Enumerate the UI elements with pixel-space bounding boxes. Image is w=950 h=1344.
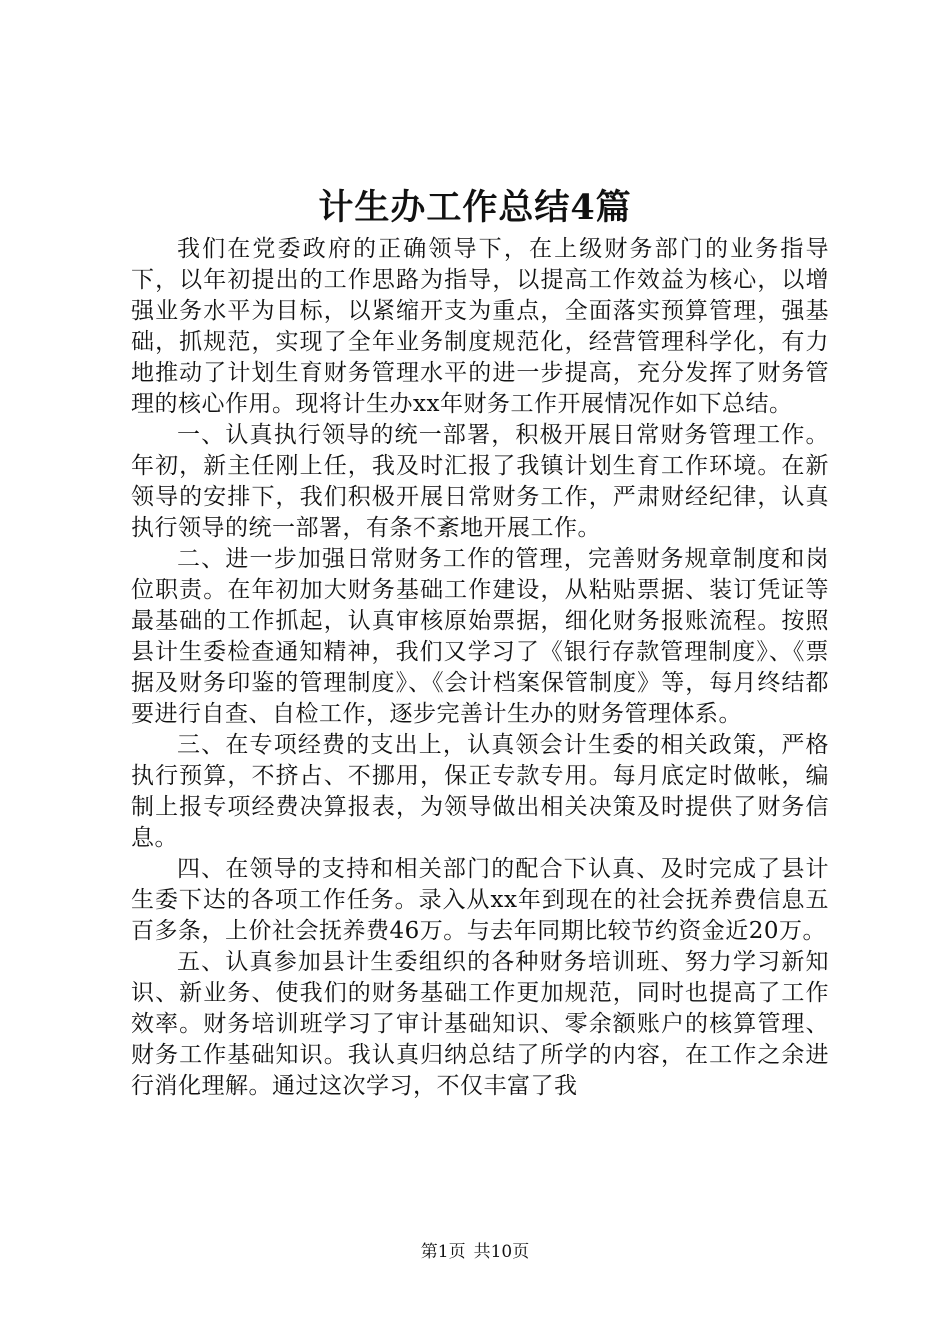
page-total: 共10页: [473, 1242, 530, 1262]
document-title: 计生办工作总结4篇: [318, 187, 632, 228]
paragraph-section-1: 一、认真执行领导的统一部署，积极开展日常财务管理工作。年初，新主任刚上任，我及时汇报了我镇计划生育工作环境。在新领导的安排下，我们积极开展日常财务工作，严肃财经纪律，认真执行领导的统一部署，有条不紊地开展工作。: [131, 422, 829, 541]
page-footer: [0, 1240, 950, 1264]
page-number: 第1页: [420, 1242, 466, 1262]
paragraph-intro: 我们在党委政府的正确领导下，在上级财务部门的业务指导下，以年初提出的工作思路为指导，以提高工作效益为核心，以增强业务水平为目标，以紧缩开支为重点，全面落实预算管理，强基础，抓规范，实现了全年业务制度规范化，经营管理科学化，有力地推动了计划生育财务管理水平的进一步提高，充分发挥了财务管理的核心作用。现将计生办xx年财务工作开展情况作如下总结。: [131, 236, 829, 417]
document-body: [131, 234, 829, 1102]
paragraph-section-2: 二、进一步加强日常财务工作的管理，完善财务规章制度和岗位职责。在年初加大财务基础工作建设，从粘贴票据、装订凭证等最基础的工作抓起，认真审核原始票据，细化财务报账流程。按照县计生委检查通知精神，我们又学习了《银行存款管理制度》、《票据及财务印鉴的管理制度》、《会计档案保管制度》等，每月终结都要进行自查、自检工作，逐步完善计生办的财务管理体系。: [131, 546, 829, 727]
paragraph-section-3: 三、在专项经费的支出上，认真领会计生委的相关政策，严格执行预算，不挤占、不挪用，保正专款专用。每月底定时做帐，编制上报专项经费决算报表，为领导做出相关决策及时提供了财务信息。: [131, 732, 829, 851]
paragraph-section-5: 五、认真参加县计生委组织的各种财务培训班、努力学习新知识、新业务、使我们的财务基础工作更加规范，同时也提高了工作效率。财务培训班学习了审计基础知识、零余额账户的核算管理、财务工作基础知识。我认真归纳总结了所学的内容，在工作之余进行消化理解。通过这次学习，不仅丰富了我: [131, 949, 829, 1099]
paragraph-section-4: 四、在领导的支持和相关部门的配合下认真、及时完成了县计生委下达的各项工作任务。录入从xx年到现在的社会抚养费信息五百多条，上价社会抚养费46万。与去年同期比较节约资金近20万。: [131, 856, 829, 944]
